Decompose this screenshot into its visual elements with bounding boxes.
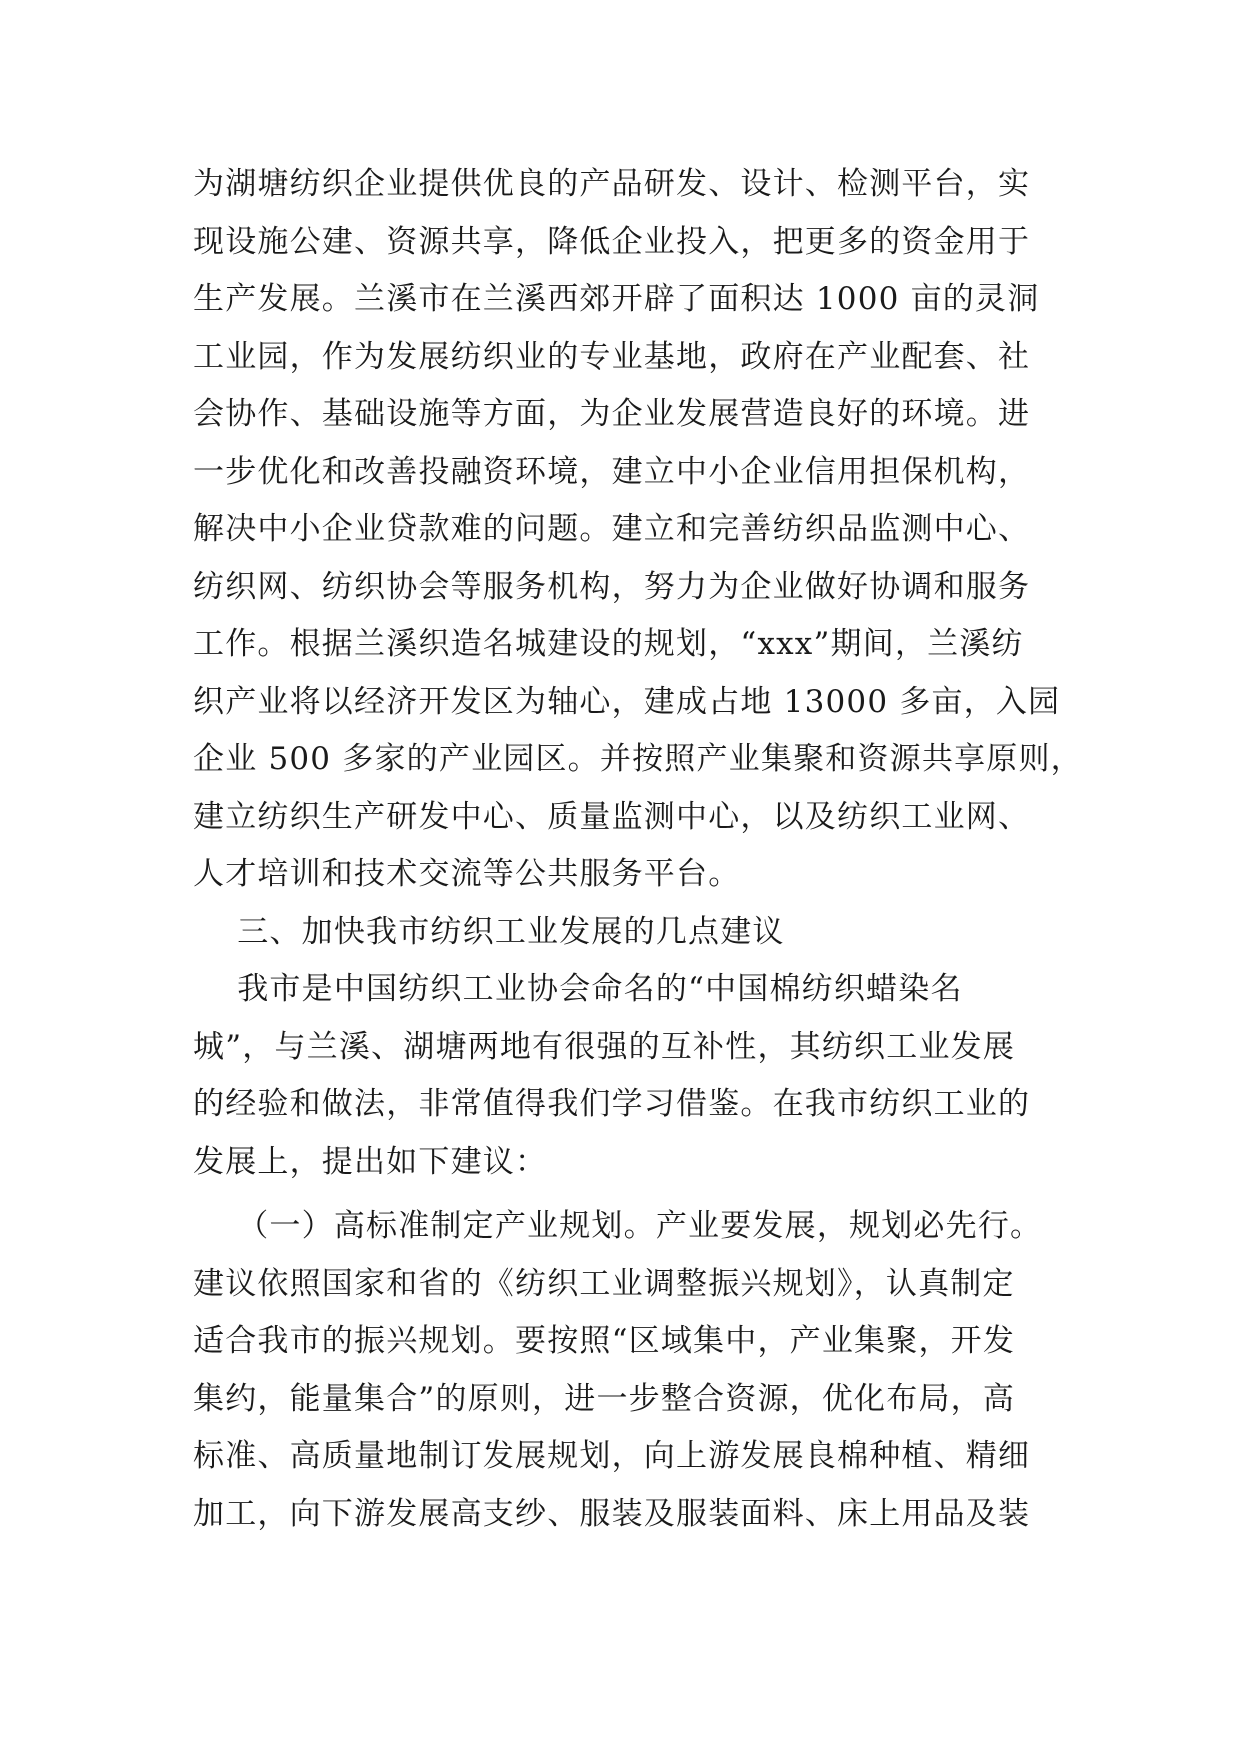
text-line: 工业园，作为发展纺织业的专业基地，政府在产业配套、社 [193,338,1031,375]
text-line: 集约，能量集合”的原则，进一步整合资源，优化布局，高 [193,1380,1016,1417]
text-line: 的经验和做法，非常值得我们学习借鉴。在我市纺织工业的 [193,1086,1031,1122]
text-line: 为湖塘纺织企业提供优良的产品研发、设计、检测平台，实 [193,166,1031,202]
text-line: 加工，向下游发展高支纱、服装及服装面料、床上用品及装 [193,1495,1031,1532]
text-line: 适合我市的振兴规划。要按照“区域集中，产业集聚，开发 [193,1323,1016,1359]
text-line: 人才培训和技术交流等公共服务平台。 [193,856,741,892]
text-line: 标准、高质量地制订发展规划，向上游发展良棉种植、精细 [193,1438,1031,1474]
text-line: 纺织网、纺织协会等服务机构，努力为企业做好协调和服务 [193,568,1031,605]
text-line: 织产业将以经济开发区为轴心，建成占地 13000 多亩，入园 [193,683,1061,720]
text-line: 发展上，提出如下建议： [193,1143,548,1180]
text-line: 会协作、基础设施等方面，为企业发展营造良好的环境。进 [193,396,1031,432]
text-line: 现设施公建、资源共享，降低企业投入，把更多的资金用于 [193,223,1031,260]
text-line: 解决中小企业贷款难的问题。建立和完善纺织品监测中心、 [193,511,1031,547]
text-line: 企业 500 多家的产业园区。并按照产业集聚和资源共享原则， [193,741,1083,777]
subsection-heading-line: （一）高标准制定产业规划。产业要发展，规划必先行。 [193,1208,1043,1244]
text-line: 建立纺织生产研发中心、质量监测中心，以及纺织工业网、 [193,798,1031,835]
body-text [193,156,1083,1543]
section-heading: 三、加快我市纺织工业发展的几点建议 [193,913,785,950]
text-line: 建议依照国家和省的《纺织工业调整振兴规划》，认真制定 [193,1265,1015,1302]
text-line: 城”，与兰溪、湖塘两地有很强的互补性，其纺织工业发展 [193,1028,1016,1065]
text-line: 生产发展。兰溪市在兰溪西郊开辟了面积达 1000 亩的灵洞 [193,281,1040,317]
text-line: 工作。根据兰溪织造名城建设的规划，“xxx”期间，兰溪纺 [193,626,1024,662]
text-line: 我市是中国纺织工业协会命名的“中国棉纺织蜡染名 [193,971,963,1007]
text-line: 一步优化和改善投融资环境，建立中小企业信用担保机构， [193,453,1031,490]
